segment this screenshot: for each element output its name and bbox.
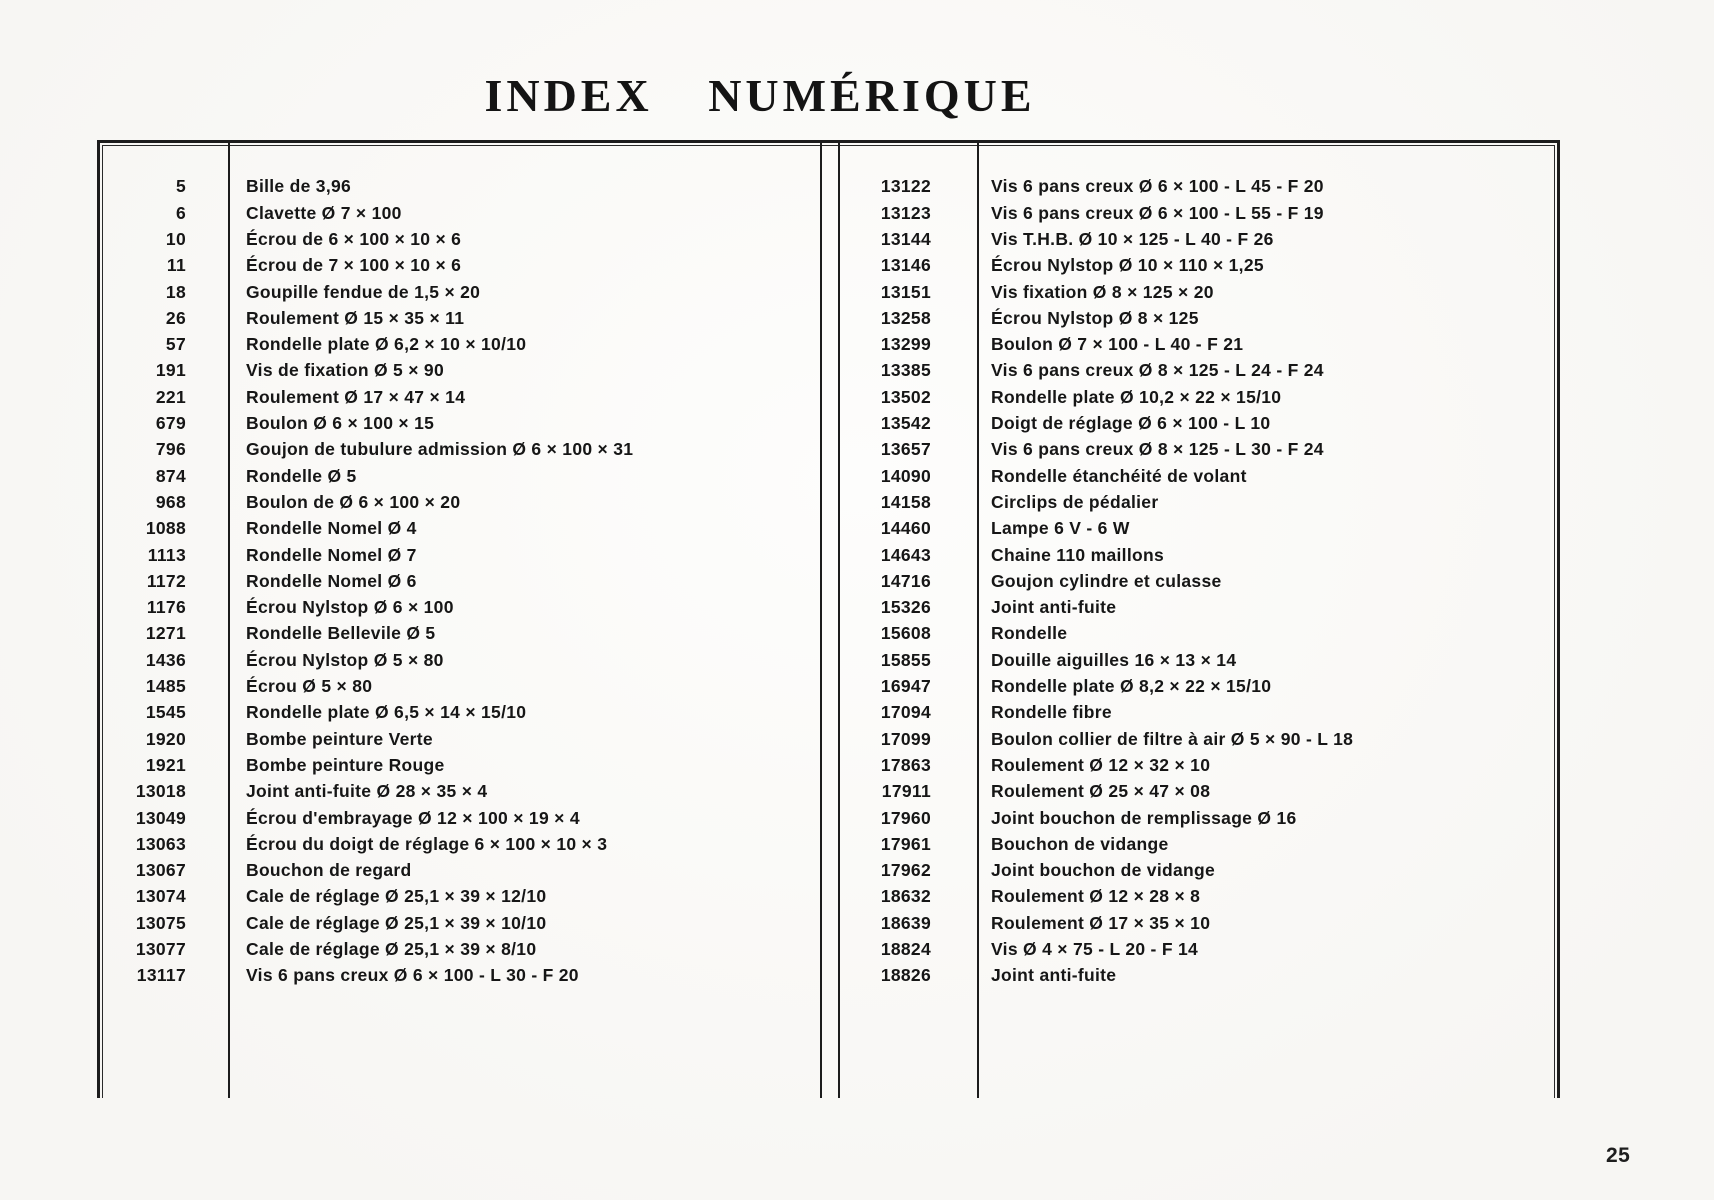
index-left-column bbox=[100, 174, 820, 989]
part-description: Roulement Ø 12 × 32 × 10 bbox=[991, 754, 1211, 775]
part-number: 1176 bbox=[146, 597, 186, 618]
part-description: Écrou du doigt de réglage 6 × 100 × 10 × 3 bbox=[246, 833, 608, 854]
part-number: 13258 bbox=[880, 307, 931, 328]
part-number: 17863 bbox=[880, 754, 931, 775]
part-number: 14090 bbox=[880, 465, 931, 486]
part-number: 13067 bbox=[135, 860, 186, 881]
table-row bbox=[840, 463, 1557, 489]
part-description: Roulement Ø 25 × 47 × 08 bbox=[991, 781, 1211, 802]
part-number: 874 bbox=[155, 465, 186, 486]
part-number: 14716 bbox=[880, 570, 931, 591]
table-row bbox=[100, 305, 820, 331]
table-row bbox=[840, 753, 1557, 779]
table-row bbox=[100, 568, 820, 594]
part-description: Boulon collier de filtre à air Ø 5 × 90 - L 18 bbox=[991, 728, 1354, 749]
part-description: Écrou Nylstop Ø 6 × 100 bbox=[246, 597, 454, 618]
part-number: 17094 bbox=[880, 702, 931, 723]
part-number: 18632 bbox=[880, 886, 931, 907]
table-row bbox=[840, 858, 1557, 884]
part-number: 1271 bbox=[145, 623, 186, 644]
table-row bbox=[840, 384, 1557, 410]
table-row bbox=[840, 305, 1557, 331]
part-description: Cale de réglage Ø 25,1 × 39 × 10/10 bbox=[246, 912, 547, 933]
part-number: 18 bbox=[165, 281, 186, 302]
table-row bbox=[840, 279, 1557, 305]
part-description: Rondelle Nomel Ø 4 bbox=[246, 518, 417, 539]
part-description: Boulon Ø 7 × 100 - L 40 - F 21 bbox=[991, 334, 1244, 355]
part-number: 13018 bbox=[135, 781, 186, 802]
part-number: 191 bbox=[155, 360, 186, 381]
table-row bbox=[100, 332, 820, 358]
table-row bbox=[100, 910, 820, 936]
part-number: 17961 bbox=[880, 833, 931, 854]
table-row bbox=[100, 200, 820, 226]
part-number: 1436 bbox=[145, 649, 186, 670]
part-number: 1545 bbox=[145, 702, 186, 723]
part-description: Rondelle Ø 5 bbox=[246, 465, 357, 486]
part-description: Roulement Ø 17 × 47 × 14 bbox=[246, 386, 466, 407]
part-number: 13146 bbox=[880, 255, 931, 276]
part-number: 13117 bbox=[136, 965, 186, 986]
part-number: 13502 bbox=[880, 386, 931, 407]
table-row bbox=[840, 621, 1557, 647]
part-number: 221 bbox=[155, 386, 186, 407]
part-number: 13074 bbox=[135, 886, 186, 907]
part-description: Boulon Ø 6 × 100 × 15 bbox=[246, 413, 435, 434]
table-row bbox=[100, 463, 820, 489]
part-number: 18824 bbox=[880, 939, 931, 959]
table-row bbox=[100, 279, 820, 305]
table-row bbox=[840, 910, 1557, 936]
part-description: Rondelle plate Ø 8,2 × 22 × 15/10 bbox=[991, 676, 1272, 697]
part-number: 10 bbox=[165, 228, 186, 249]
part-description: Vis 6 pans creux Ø 6 × 100 - L 55 - F 19 bbox=[991, 202, 1324, 223]
part-number: 968 bbox=[155, 491, 186, 512]
part-description: Chaine 110 maillons bbox=[991, 544, 1164, 565]
part-description: Joint bouchon de remplissage Ø 16 bbox=[991, 807, 1297, 828]
index-table bbox=[97, 140, 1560, 1098]
table-row bbox=[840, 227, 1557, 253]
part-description: Bombe peinture Verte bbox=[246, 728, 433, 749]
part-description: Bille de 3,96 bbox=[246, 176, 352, 197]
table-row bbox=[100, 595, 820, 621]
part-number: 18826 bbox=[880, 965, 931, 986]
part-description: Goujon de tubulure admission Ø 6 × 100 × 31 bbox=[246, 439, 634, 460]
part-number: 1172 bbox=[146, 570, 186, 591]
part-number: 679 bbox=[155, 413, 186, 434]
part-description: Vis de fixation Ø 5 × 90 bbox=[246, 360, 444, 381]
table-row bbox=[840, 542, 1557, 568]
table-row bbox=[840, 937, 1557, 963]
part-description: Roulement Ø 17 × 35 × 10 bbox=[991, 912, 1211, 933]
part-number: 15855 bbox=[880, 649, 931, 670]
part-description: Écrou de 7 × 100 × 10 × 6 bbox=[246, 255, 462, 276]
table-row bbox=[100, 174, 820, 200]
part-description: Rondelle plate Ø 6,5 × 14 × 15/10 bbox=[246, 702, 527, 723]
part-description: Vis 6 pans creux Ø 6 × 100 - L 30 - F 20 bbox=[246, 965, 579, 986]
part-description: Écrou Ø 5 × 80 bbox=[246, 676, 373, 697]
part-description: Vis Ø 4 × 75 - L 20 - F 14 bbox=[991, 939, 1199, 959]
part-number: 17911 bbox=[881, 781, 931, 802]
index-right-column bbox=[840, 174, 1557, 989]
part-number: 13075 bbox=[135, 912, 186, 933]
table-row bbox=[100, 779, 820, 805]
table-row bbox=[840, 568, 1557, 594]
part-description: Rondelle plate Ø 10,2 × 22 × 15/10 bbox=[991, 386, 1282, 407]
part-description: Écrou d'embrayage Ø 12 × 100 × 19 × 4 bbox=[246, 807, 580, 828]
part-description: Lampe 6 V - 6 W bbox=[991, 518, 1130, 539]
part-number: 16947 bbox=[880, 676, 931, 697]
table-row bbox=[100, 437, 820, 463]
part-description: Douille aiguilles 16 × 13 × 14 bbox=[991, 649, 1237, 670]
part-description: Circlips de pédalier bbox=[991, 491, 1159, 512]
part-description: Joint anti-fuite bbox=[991, 965, 1117, 986]
part-description: Écrou Nylstop Ø 8 × 125 bbox=[991, 307, 1199, 328]
table-row bbox=[840, 779, 1557, 805]
table-row bbox=[840, 437, 1557, 463]
part-description: Vis T.H.B. Ø 10 × 125 - L 40 - F 26 bbox=[991, 228, 1274, 249]
part-number: 13077 bbox=[135, 939, 186, 959]
table-row bbox=[100, 753, 820, 779]
table-row bbox=[100, 937, 820, 963]
table-row bbox=[100, 621, 820, 647]
part-description: Rondelle fibre bbox=[991, 702, 1112, 723]
part-description: Joint bouchon de vidange bbox=[991, 860, 1216, 881]
center-double-rule-left bbox=[820, 143, 822, 1098]
table-row bbox=[840, 700, 1557, 726]
part-number: 13122 bbox=[880, 176, 931, 197]
page-title: INDEX NUMÉRIQUE bbox=[484, 69, 1036, 121]
part-description: Rondelle Nomel Ø 7 bbox=[246, 544, 417, 565]
table-row bbox=[840, 358, 1557, 384]
table-row bbox=[840, 253, 1557, 279]
table-row bbox=[100, 726, 820, 752]
table-row bbox=[100, 358, 820, 384]
part-description: Roulement Ø 15 × 35 × 11 bbox=[246, 307, 465, 328]
table-row bbox=[840, 674, 1557, 700]
part-description: Rondelle plate Ø 6,2 × 10 × 10/10 bbox=[246, 334, 527, 355]
table-row bbox=[840, 831, 1557, 857]
table-row bbox=[840, 332, 1557, 358]
part-number: 1485 bbox=[145, 676, 186, 697]
part-description: Joint anti-fuite Ø 28 × 35 × 4 bbox=[246, 781, 488, 802]
table-row bbox=[100, 490, 820, 516]
part-description: Clavette Ø 7 × 100 bbox=[246, 202, 402, 223]
part-number: 13049 bbox=[135, 807, 186, 828]
part-number: 1921 bbox=[145, 754, 186, 775]
part-description: Écrou Nylstop Ø 10 × 110 × 1,25 bbox=[991, 255, 1264, 276]
part-number: 796 bbox=[155, 439, 186, 460]
part-description: Goupille fendue de 1,5 × 20 bbox=[246, 281, 481, 302]
table-row bbox=[100, 384, 820, 410]
part-description: Boulon de Ø 6 × 100 × 20 bbox=[246, 491, 461, 512]
table-row bbox=[100, 253, 820, 279]
part-number: 14460 bbox=[880, 518, 931, 539]
part-number: 13151 bbox=[880, 281, 931, 302]
part-number: 15326 bbox=[880, 597, 931, 618]
part-description: Cale de réglage Ø 25,1 × 39 × 12/10 bbox=[246, 886, 547, 907]
part-description: Rondelle Bellevile Ø 5 bbox=[246, 623, 436, 644]
part-description: Bombe peinture Rouge bbox=[246, 754, 445, 775]
part-number: 14158 bbox=[880, 491, 931, 512]
part-description: Vis 6 pans creux Ø 8 × 125 - L 30 - F 24 bbox=[991, 439, 1324, 460]
table-row bbox=[100, 674, 820, 700]
part-description: Goujon cylindre et culasse bbox=[991, 570, 1222, 591]
table-row bbox=[840, 174, 1557, 200]
part-description: Bouchon de vidange bbox=[991, 833, 1169, 854]
part-number: 26 bbox=[165, 307, 186, 328]
part-number: 6 bbox=[175, 202, 186, 223]
table-row bbox=[840, 595, 1557, 621]
part-description: Doigt de réglage Ø 6 × 100 - L 10 bbox=[991, 413, 1271, 434]
part-description: Bouchon de regard bbox=[246, 860, 412, 881]
table-row bbox=[100, 805, 820, 831]
part-number: 17099 bbox=[880, 728, 931, 749]
table-row bbox=[840, 963, 1557, 989]
part-number: 1113 bbox=[147, 544, 186, 565]
part-number: 1088 bbox=[145, 518, 186, 539]
table-row bbox=[100, 963, 820, 989]
part-description: Vis 6 pans creux Ø 6 × 100 - L 45 - F 20 bbox=[991, 176, 1324, 197]
part-number: 13144 bbox=[880, 228, 931, 249]
table-row bbox=[100, 542, 820, 568]
table-row bbox=[840, 805, 1557, 831]
part-number: 5 bbox=[175, 176, 186, 197]
part-description: Rondelle étanchéité de volant bbox=[991, 465, 1247, 486]
part-number: 13385 bbox=[880, 360, 931, 381]
table-row bbox=[840, 200, 1557, 226]
part-number: 1920 bbox=[145, 728, 186, 749]
part-number: 17962 bbox=[880, 860, 931, 881]
part-number: 13657 bbox=[880, 439, 931, 460]
table-row bbox=[840, 516, 1557, 542]
part-number: 57 bbox=[165, 334, 186, 355]
table-row bbox=[100, 884, 820, 910]
table-row bbox=[100, 700, 820, 726]
table-row bbox=[100, 227, 820, 253]
table-row bbox=[840, 490, 1557, 516]
table-row bbox=[840, 411, 1557, 437]
table-row bbox=[840, 647, 1557, 673]
part-number: 13542 bbox=[880, 413, 931, 434]
part-description: Roulement Ø 12 × 28 × 8 bbox=[991, 886, 1201, 907]
part-description: Écrou de 6 × 100 × 10 × 6 bbox=[246, 228, 462, 249]
table-row bbox=[840, 726, 1557, 752]
part-description: Écrou Nylstop Ø 5 × 80 bbox=[246, 649, 444, 670]
part-description: Vis 6 pans creux Ø 8 × 125 - L 24 - F 24 bbox=[991, 360, 1324, 381]
part-number: 11 bbox=[166, 255, 186, 276]
part-description: Rondelle bbox=[991, 623, 1068, 644]
part-description: Cale de réglage Ø 25,1 × 39 × 8/10 bbox=[246, 939, 537, 959]
part-description: Rondelle Nomel Ø 6 bbox=[246, 570, 417, 591]
table-row bbox=[100, 831, 820, 857]
part-number: 13063 bbox=[135, 833, 186, 854]
part-number: 14643 bbox=[880, 544, 931, 565]
part-number: 13123 bbox=[880, 202, 931, 223]
part-number: 13299 bbox=[880, 334, 931, 355]
table-row bbox=[840, 884, 1557, 910]
table-row bbox=[100, 647, 820, 673]
part-number: 17960 bbox=[880, 807, 931, 828]
table-row bbox=[100, 411, 820, 437]
table-row bbox=[100, 516, 820, 542]
page-number: 25 bbox=[1606, 1144, 1631, 1167]
part-description: Joint anti-fuite bbox=[991, 597, 1117, 618]
table-row bbox=[100, 858, 820, 884]
part-description: Vis fixation Ø 8 × 125 × 20 bbox=[991, 281, 1214, 302]
part-number: 18639 bbox=[880, 912, 931, 933]
part-number: 15608 bbox=[880, 623, 931, 644]
